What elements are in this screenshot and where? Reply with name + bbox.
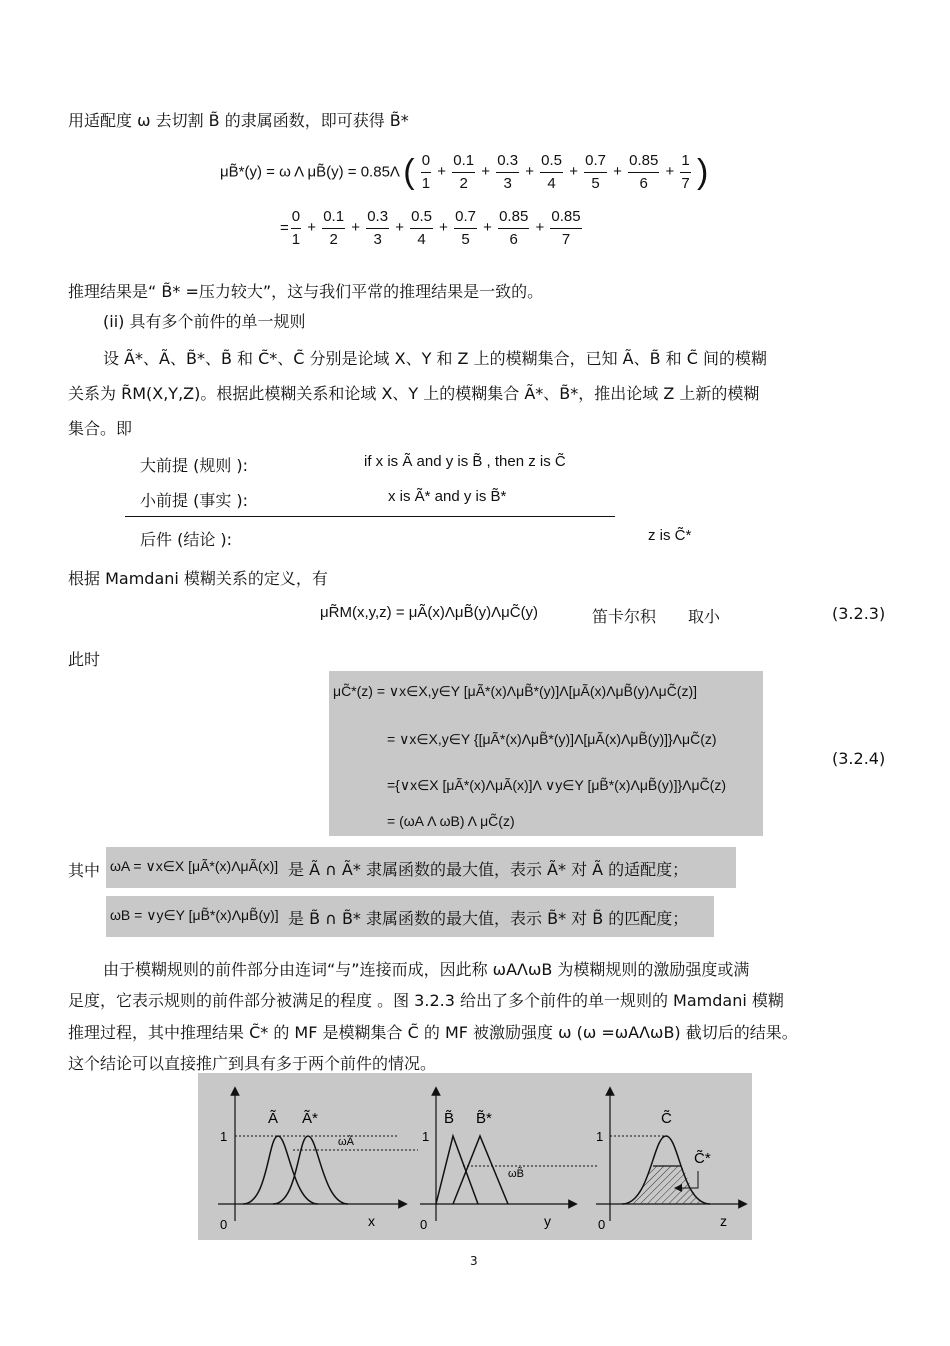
equation-lhs: μB̃*(y) = ω Λ μB̃(y) = 0.85Λ	[220, 163, 400, 181]
denominator: 3	[503, 175, 512, 192]
minor-premise-label: 小前提 (事实 ):	[140, 491, 249, 510]
numerator: 0.7	[454, 206, 477, 229]
numerator: 0.3	[366, 206, 389, 229]
label-zero-1: 0	[220, 1217, 228, 1232]
plus-sign: +	[531, 219, 549, 237]
denominator: 1	[291, 231, 301, 248]
paragraph-line-3: 集合。即	[68, 419, 133, 438]
denominator: 2	[459, 175, 468, 192]
fraction	[452, 150, 475, 195]
omega-b-formula: ωB = ∨y∈Y [μB̃*(x)ΛμB̃(y)]	[110, 907, 279, 923]
qizhong-label: 其中	[68, 861, 101, 880]
plus-sign: +	[303, 219, 321, 237]
plus-sign: +	[435, 219, 453, 237]
denominator: 6	[639, 175, 648, 192]
plus-sign: +	[347, 219, 365, 237]
equation-3-2-3: μR̃M(x,y,z) = μÃ(x)ΛμB̃(y)ΛμC̃(y)	[320, 604, 539, 621]
figure-svg	[198, 1073, 752, 1240]
numerator: 0.7	[584, 150, 607, 173]
equation-3-2-4-block	[329, 671, 763, 836]
min-note: 取小	[688, 607, 721, 626]
numerator: 0.1	[452, 150, 475, 173]
curve-a	[243, 1136, 318, 1204]
numerator: 0.3	[496, 150, 519, 173]
fraction	[680, 150, 690, 195]
conclusion-line: 推理结果是“ B̃* =压力较大”，这与我们平常的推理结果是一致的。	[68, 282, 544, 301]
paragraph2-line-1: 由于模糊规则的前件部分由连词“与”连接而成，因此称 ωAΛωB 为模糊规则的激励强度或满	[103, 960, 750, 979]
page-number: 3	[470, 1254, 478, 1268]
numerator: 0.5	[540, 150, 563, 173]
omega-a-text: 是 Ã ∩ Ã* 隶属函数的最大值，表示 Ã* 对 Ã 的适配度；	[288, 860, 689, 879]
label-omega-a: ωÃ	[338, 1136, 354, 1148]
equation-number-3-2-3: (3.2.3)	[832, 604, 886, 623]
label-set-c: C̃	[661, 1110, 672, 1127]
numerator: 0.1	[322, 206, 345, 229]
minor-premise-value: x is Ã* and y is B̃*	[388, 488, 507, 505]
label-omega-b: ωB̃	[508, 1168, 524, 1180]
rule-divider	[125, 516, 615, 517]
curve-b-star	[453, 1136, 508, 1204]
label-one-1: 1	[220, 1129, 228, 1144]
numerator: 0.85	[498, 206, 529, 229]
label-set-b-star: B̃*	[476, 1110, 492, 1127]
label-axis-x: x	[368, 1213, 375, 1229]
plus-sign: +	[391, 219, 409, 237]
fraction	[496, 150, 519, 195]
cishi-label: 此时	[68, 650, 101, 669]
denominator: 5	[591, 175, 600, 192]
paragraph2-line-4: 这个结论可以直接推广到具有多于两个前件的情况。	[68, 1054, 437, 1073]
equation-3-2-4-line-2: = ∨x∈X,y∈Y {[μÃ*(x)ΛμB̃*(y)]Λ[μÃ(x)ΛμB̃(y)]}ΛμC̃(z)	[387, 731, 717, 747]
label-zero-2: 0	[420, 1217, 428, 1232]
fraction	[498, 206, 529, 251]
fraction	[366, 206, 389, 251]
cartesian-note: 笛卡尔积	[592, 607, 657, 626]
plus-sign: +	[433, 163, 451, 181]
numerator: 0.5	[410, 206, 433, 229]
fraction	[322, 206, 345, 251]
omega-a-formula: ωA = ∨x∈X [μÃ*(x)ΛμÃ(x)]	[110, 858, 279, 874]
paragraph2-line-2: 足度，它表示规则的前件部分被满足的程度 。图 3.2.3 给出了多个前件的单一规则的 Mamdani 模糊	[68, 991, 784, 1010]
mamdani-figure	[198, 1073, 752, 1240]
equation-3-2-4-line-4: = (ωA Λ ωB) Λ μC̃(z)	[387, 813, 515, 829]
label-one-3: 1	[596, 1129, 604, 1144]
fraction	[550, 206, 581, 251]
panel-z	[596, 1091, 743, 1232]
consequent-label: 后件 (结论 ):	[140, 530, 233, 549]
omega-a-definition	[106, 847, 736, 888]
fraction	[421, 150, 431, 195]
plus-sign: +	[477, 163, 495, 181]
paragraph2-line-3: 推理过程，其中推理结果 C̃* 的 MF 是模糊集合 C̃ 的 MF 被激励强度 ω (ω =ωAΛωB) 截切后的结果。	[68, 1023, 798, 1042]
label-set-c-star: C̃*	[694, 1150, 711, 1167]
panel-y	[420, 1091, 598, 1232]
panel-x	[218, 1091, 418, 1232]
numerator: 0.85	[550, 206, 581, 229]
label-axis-z: z	[720, 1213, 727, 1229]
plus-sign: +	[661, 163, 679, 181]
denominator: 5	[461, 231, 470, 248]
denominator: 3	[373, 231, 382, 248]
consequent-value: z is C̃*	[648, 527, 692, 544]
numerator: 1	[680, 150, 690, 173]
fraction	[628, 150, 659, 195]
label-zero-3: 0	[598, 1217, 606, 1232]
equation-3-2-4-line-1: μC̃*(z) = ∨x∈X,y∈Y [μÃ*(x)ΛμB̃*(y)]Λ[μÃ(x)ΛμB̃(y)ΛμC̃(z)]	[333, 683, 698, 699]
plus-sign: +	[565, 163, 583, 181]
equation-mu-b-star: μB̃*(y) = ω Λ μB̃(y) = 0.85Λ ( $\frac{0}{1}$ + $\frac{0.1}{2}$ + $\frac{0.3}{3}$ + $\frac{0.5}{4}$ + $\frac{0.7}{5}$ + $\frac{0.85}{6}$ + $\frac{1}{7}$ )	[220, 150, 708, 195]
fraction	[584, 150, 607, 195]
fraction	[540, 150, 563, 195]
plus-sign: +	[609, 163, 627, 181]
fraction	[291, 206, 301, 251]
fraction-list-result	[289, 208, 584, 248]
equation-result: = $\frac{0}{1}$ + $\frac{0.1}{2}$ + $\frac{0.3}{3}$ + $\frac{0.5}{4}$ + $\frac{0.7}{5}$ + $\frac{0.85}{6}$ + $\frac{0.85}{7}$	[280, 206, 584, 251]
numerator: 0.85	[628, 150, 659, 173]
paragraph-line-2: 关系为 R̃M(X,Y,Z)。根据此模糊关系和论域 X、Y 上的模糊集合 Ã*、B̃*，推出论域 Z 上新的模糊	[68, 384, 760, 403]
label-set-a: Ã	[268, 1110, 279, 1127]
denominator: 7	[561, 231, 571, 248]
paragraph-line-1: 设 Ã*、Ã、B̃*、B̃ 和 C̃*、C̃ 分别是论域 X、Y 和 Z 上的模糊集合，已知 Ã、B̃ 和 C̃ 间的模糊	[103, 349, 768, 368]
plus-sign: +	[478, 219, 497, 237]
label-set-b: B̃	[444, 1110, 455, 1127]
denominator: 4	[417, 231, 426, 248]
label-axis-y: y	[544, 1213, 551, 1229]
major-premise-value: if x is Ã and y is B̃ , then z is C̃	[364, 453, 566, 470]
denominator: 4	[547, 175, 556, 192]
denominator: 7	[681, 175, 690, 192]
label-set-a-star: Ã*	[302, 1110, 318, 1127]
plus-sign: +	[521, 163, 539, 181]
numerator: 0	[421, 150, 431, 173]
denominator: 1	[421, 175, 431, 192]
subsection-heading: (ii) 具有多个前件的单一规则	[103, 312, 306, 331]
fraction	[454, 206, 477, 251]
omega-b-definition	[106, 896, 714, 937]
intro-line: 用适配度 ω 去切割 B̃ 的隶属函数，即可获得 B̃*	[68, 111, 409, 130]
mamdani-intro: 根据 Mamdani 模糊关系的定义，有	[68, 569, 328, 588]
fraction	[410, 206, 433, 251]
omega-b-text: 是 B̃ ∩ B̃* 隶属函数的最大值，表示 B̃* 对 B̃ 的匹配度；	[288, 909, 689, 928]
equation-3-2-4-line-3: ={∨x∈X [μÃ*(x)ΛμÃ(x)]Λ ∨y∈Y [μB̃*(x)ΛμB̃(y)]}ΛμC̃(z)	[387, 777, 727, 793]
denominator: 2	[329, 231, 338, 248]
denominator: 6	[509, 231, 518, 248]
numerator: 0	[291, 206, 301, 229]
label-one-2: 1	[422, 1129, 430, 1144]
equation-number-3-2-4: (3.2.4)	[832, 749, 886, 768]
major-premise-label: 大前提 (规则 ):	[140, 456, 249, 475]
